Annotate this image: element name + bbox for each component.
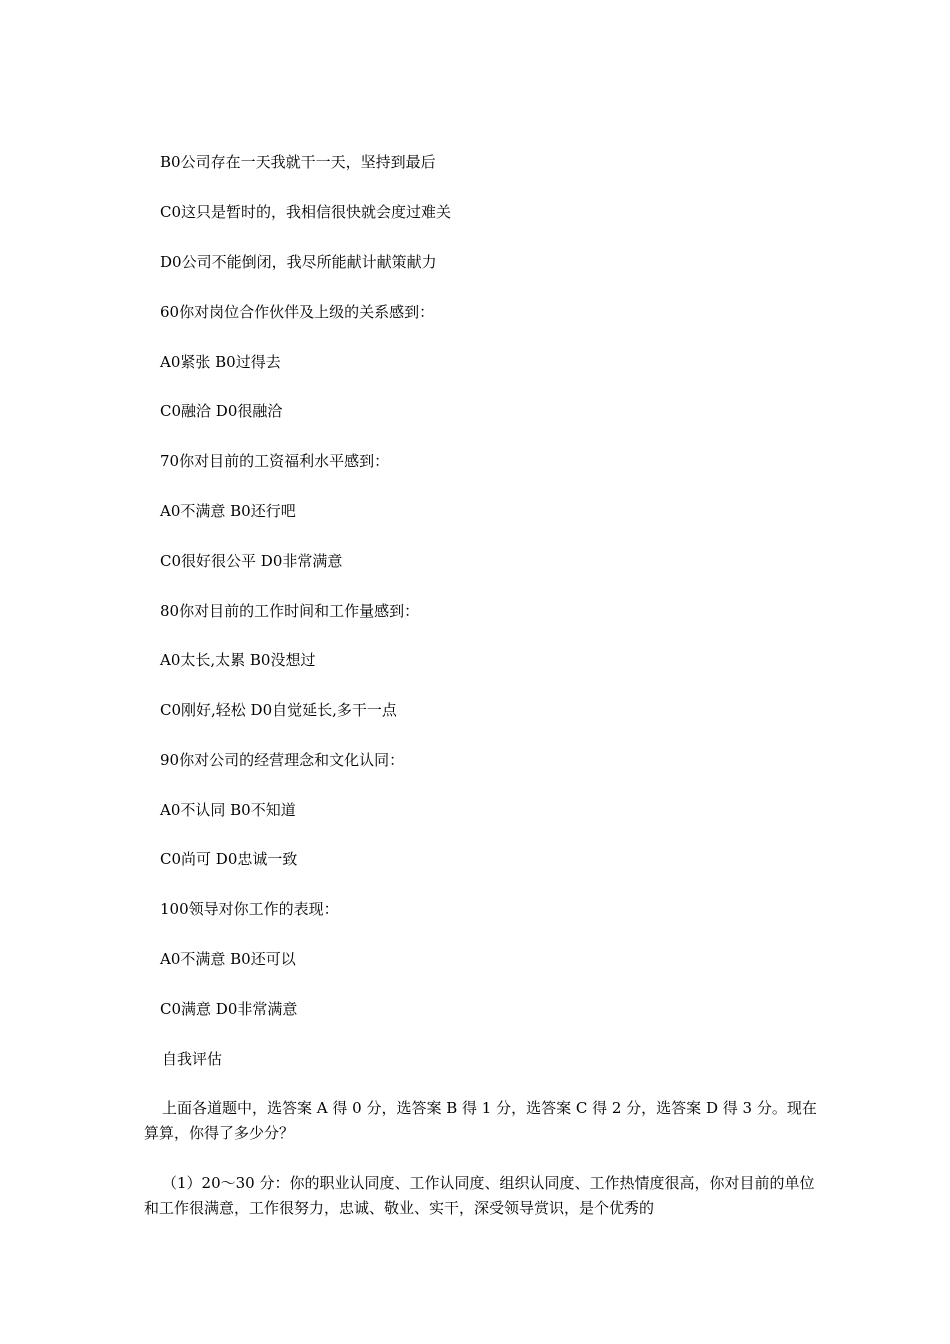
- option-line: C0很好很公平 D0非常满意: [160, 552, 343, 570]
- scoring-text: 上面各道题中，选答案 A 得 0 分，选答案 B 得 1 分，选答案 C 得 2 分，选答案 D 得 3 分。现在算算，你得了多少分？: [144, 1099, 817, 1142]
- question-line: 60你对岗位合作伙伴及上级的关系感到：: [160, 303, 435, 321]
- scoring-paragraph: [144, 1096, 824, 1146]
- question-line: 100领导对你工作的表现：: [160, 900, 339, 918]
- option-line: C0刚好,轻松 D0自觉延长,多干一点: [160, 701, 397, 719]
- option-line: A0不满意 B0还可以: [160, 950, 296, 968]
- result-paragraph: [144, 1171, 824, 1221]
- option-line: A0紧张 B0过得去: [160, 353, 281, 371]
- result-text: （1）20～30 分：你的职业认同度、工作认同度、组织认同度、工作热情度很高，你对目前的单位和工作很满意，工作很努力，忠诚、敬业、实干，深受领导赏识，是个优秀的: [144, 1174, 815, 1217]
- option-line: B0公司存在一天我就干一天，坚持到最后: [160, 153, 436, 171]
- option-line: A0不满意 B0还行吧: [160, 502, 296, 520]
- option-line: A0太长,太累 B0没想过: [160, 651, 316, 669]
- option-line: C0尚可 D0忠诚一致: [160, 850, 298, 868]
- question-line: 80你对目前的工作时间和工作量感到：: [160, 602, 420, 620]
- option-line: A0不认同 B0不知道: [160, 801, 296, 819]
- option-line: D0公司不能倒闭，我尽所能献计献策献力: [160, 253, 437, 271]
- option-line: C0融洽 D0很融洽: [160, 402, 283, 420]
- question-line: 70你对目前的工资福利水平感到：: [160, 452, 390, 470]
- option-line: C0这只是暂时的，我相信很快就会度过难关: [160, 203, 452, 221]
- option-line: C0满意 D0非常满意: [160, 1000, 298, 1018]
- section-heading: 自我评估: [162, 1050, 223, 1068]
- question-line: 90你对公司的经营理念和文化认同：: [160, 751, 405, 769]
